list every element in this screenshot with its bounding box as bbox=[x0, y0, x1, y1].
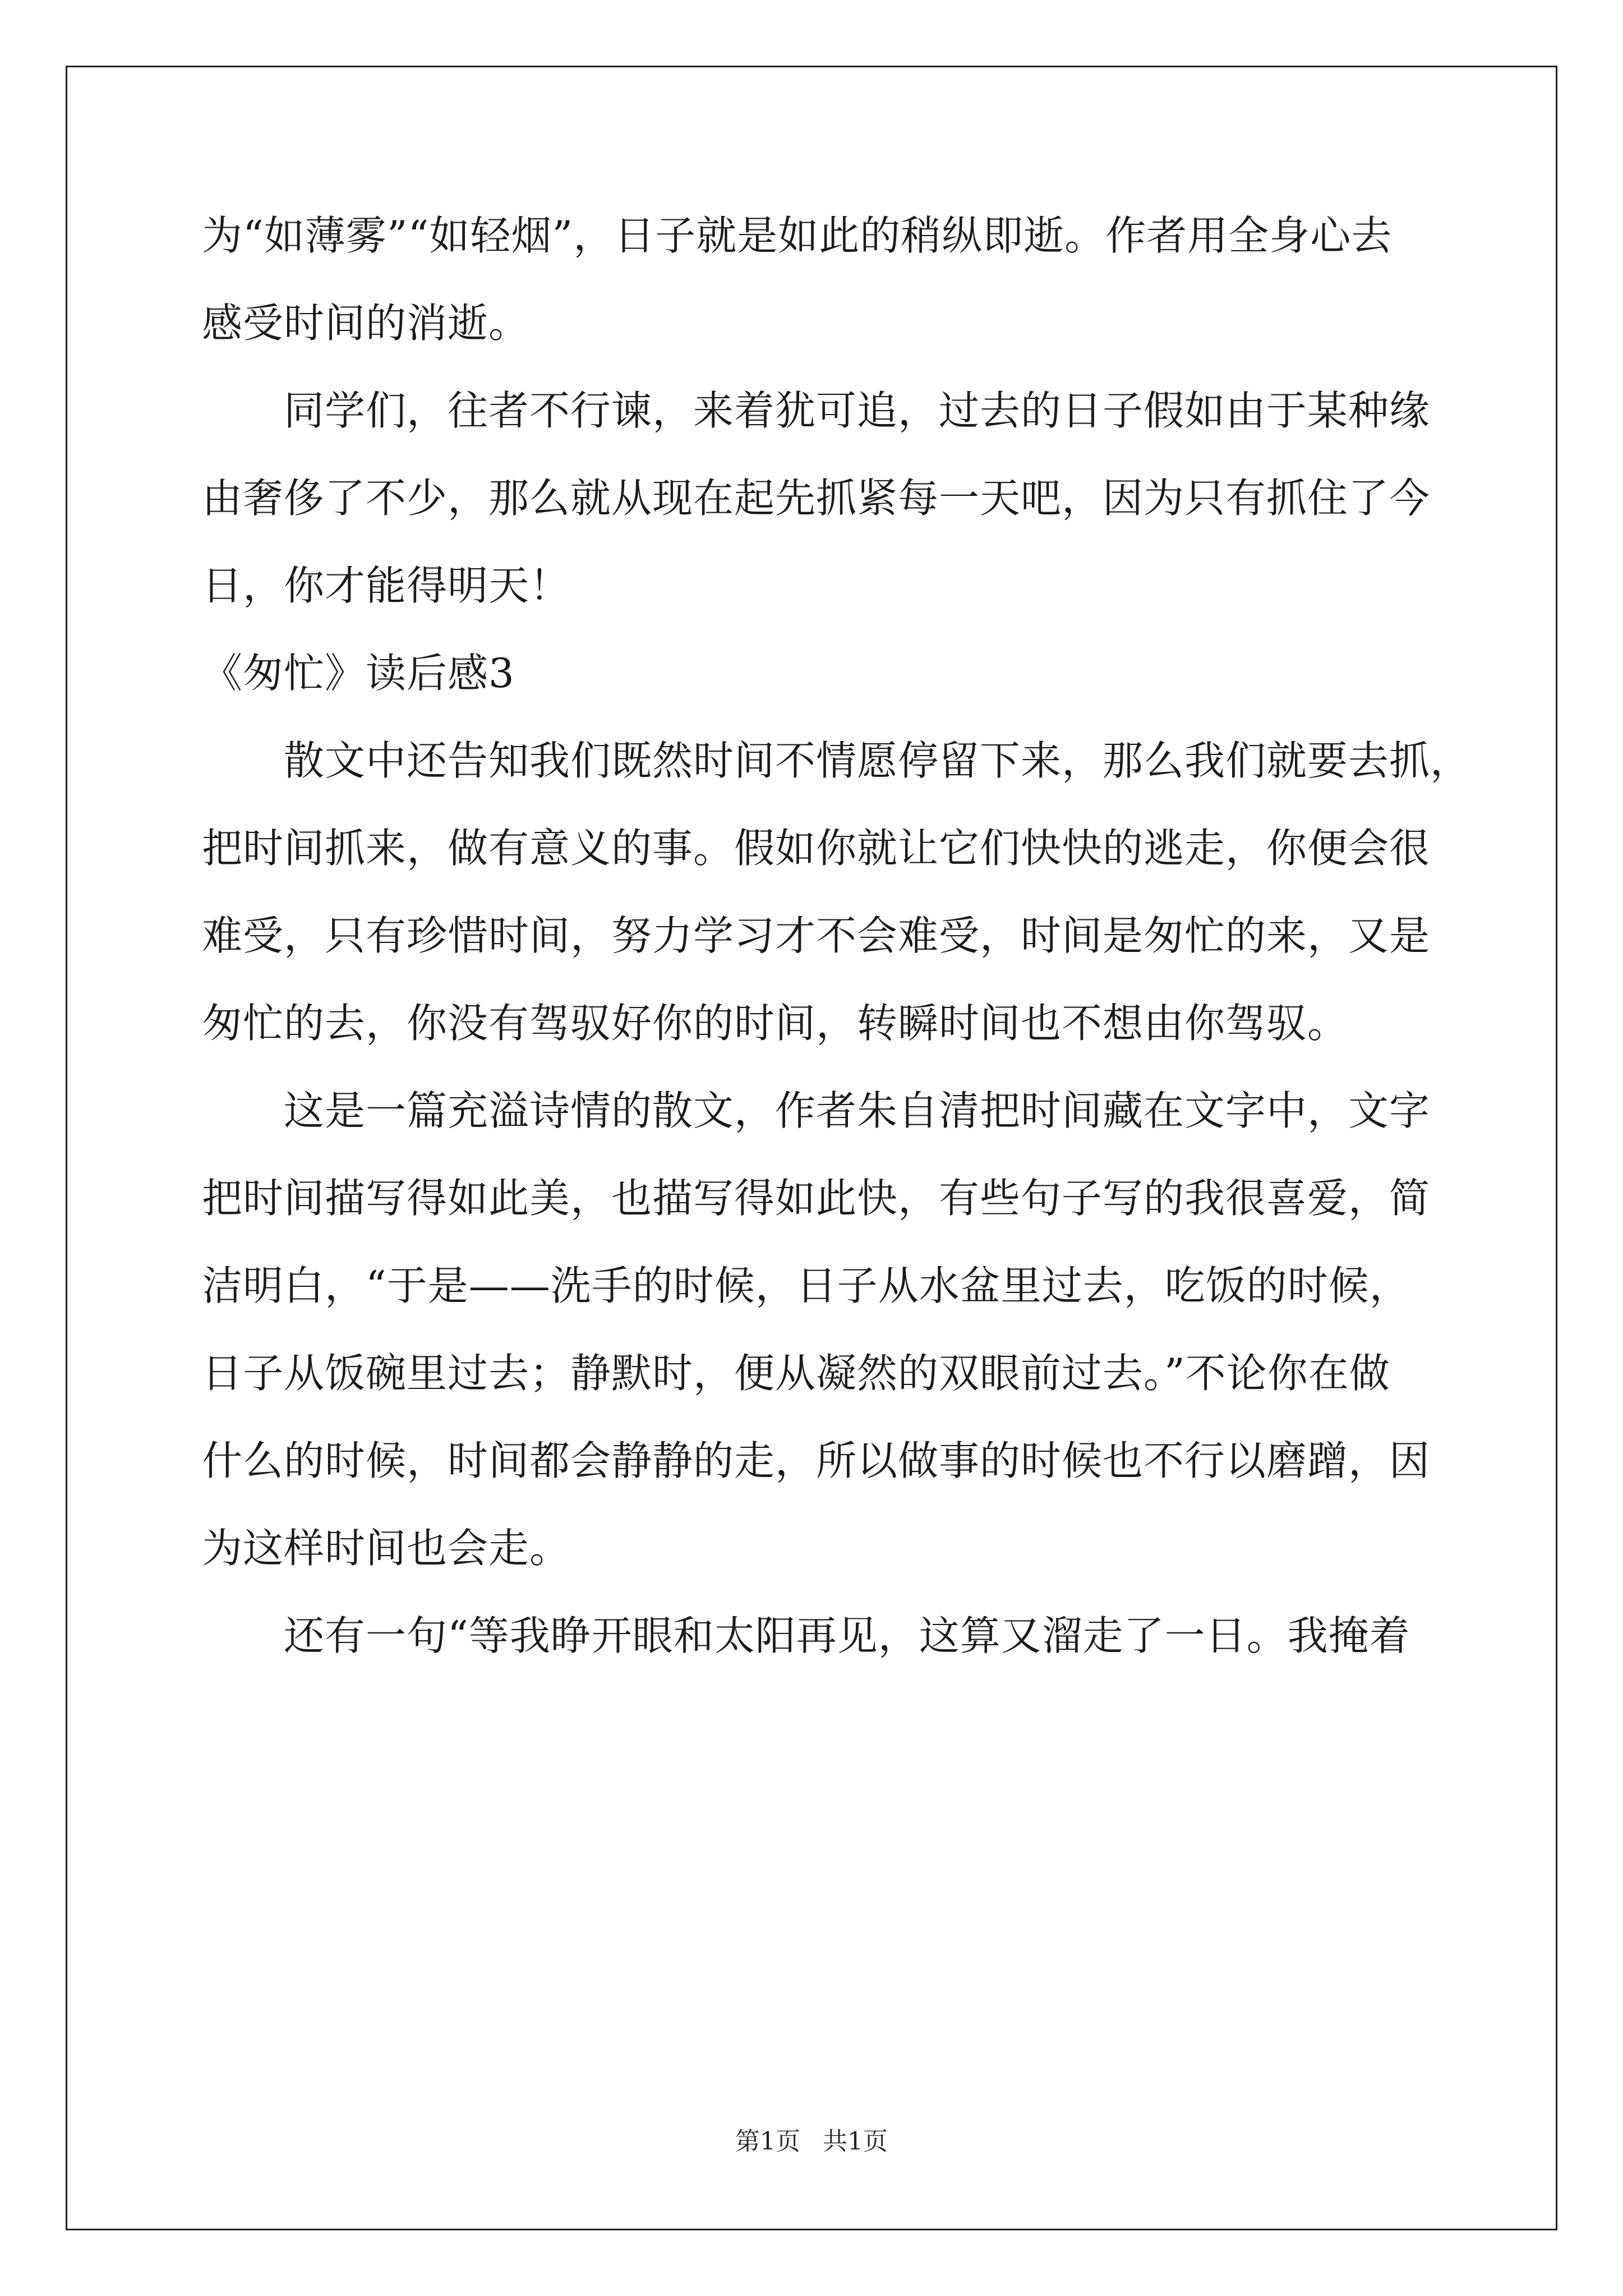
text-line: 为“如薄雾”“如轻烟”，日子就是如此的稍纵即逝。作者用全身心去 bbox=[202, 212, 1393, 259]
text-line: 什么的时候，时间都会静静的走，所以做事的时候也不行以磨蹭，因 bbox=[202, 1437, 1431, 1484]
text-line: 这是一篇充溢诗情的散文，作者朱自清把时间藏在文字中，文字 bbox=[284, 1087, 1431, 1134]
text-line: 把时间抓来，做有意义的事。假如你就让它们快快的逃走，你便会很 bbox=[202, 825, 1431, 872]
page-number: 第1页 bbox=[735, 2127, 800, 2156]
text-line: 散文中还告知我们既然时间不情愿停留下来，那么我们就要去抓， bbox=[284, 737, 1472, 784]
text-line: 由奢侈了不少，那么就从现在起先抓紧每一天吧，因为只有抓住了今 bbox=[202, 475, 1431, 522]
text-line: 同学们，往者不行谏，来着犹可追，过去的日子假如由于某种缘 bbox=[284, 387, 1431, 434]
text-line: 把时间描写得如此美，也描写得如此快，有些句子写的我很喜爱，简 bbox=[202, 1175, 1431, 1222]
text-line: 日，你才能得明天！ bbox=[202, 562, 571, 609]
text-line: 日子从饭碗里过去；静默时，便从凝然的双眼前过去。”不论你在做 bbox=[202, 1350, 1390, 1397]
page-total: 共1页 bbox=[823, 2127, 888, 2156]
text-line: 洁明白，“于是——洗手的时候，日子从水盆里过去，吃饭的时候， bbox=[202, 1262, 1410, 1309]
text-line: 还有一句“等我睁开眼和太阳再见，这算又溜走了一日。我掩着 bbox=[284, 1612, 1410, 1659]
document-body bbox=[202, 212, 1472, 1701]
section-heading: 《匆忙》读后感3 bbox=[202, 650, 515, 697]
text-line: 为这样时间也会走。 bbox=[202, 1525, 571, 1572]
text-line: 难受，只有珍惜时间，努力学习才不会难受，时间是匆忙的来，又是 bbox=[202, 912, 1431, 959]
page-footer bbox=[0, 2128, 1623, 2156]
text-line: 感受时间的消逝。 bbox=[202, 300, 530, 347]
text-line: 匆忙的去，你没有驾驭好你的时间，转瞬时间也不想由你驾驭。 bbox=[202, 1000, 1349, 1047]
